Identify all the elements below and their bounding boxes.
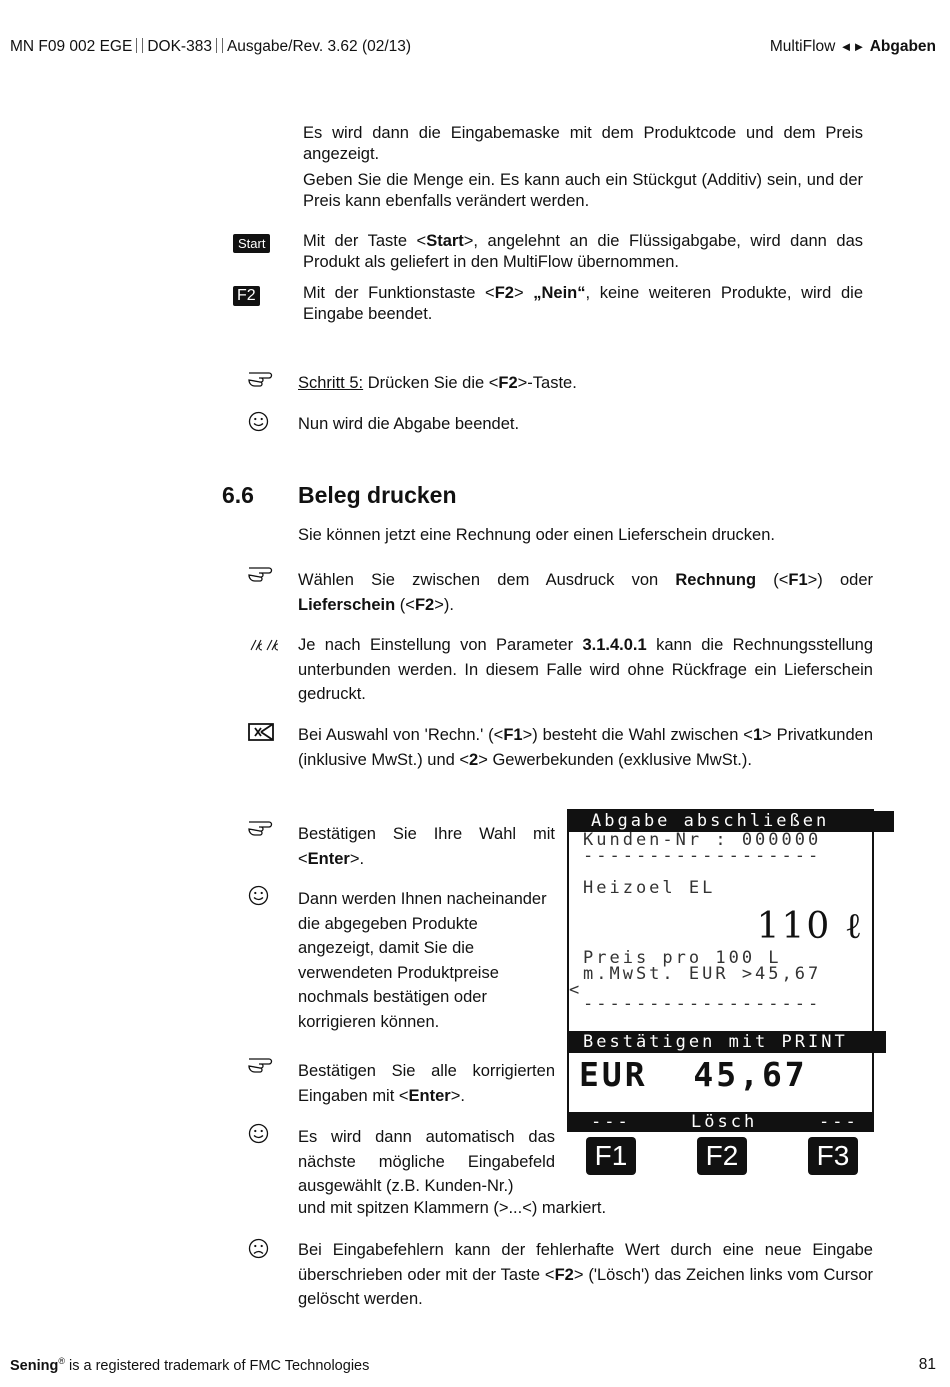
display-softkey-bar <box>569 1112 872 1132</box>
display-volume: 110 ℓ <box>756 906 864 947</box>
doc-revision: Ausgabe/Rev. 3.62 (02/13) <box>226 38 412 55</box>
text: Mit der Funktionstaste < <box>303 284 495 302</box>
f2-paragraph <box>303 283 863 325</box>
smiley-icon <box>248 1123 269 1144</box>
products-paragraph: Dann werden Ihnen nacheinander die abgegeben Produkte angezeigt, damit Sie die verwendeten Produktpreise nochmals bestätigen oder korrigieren können. <box>298 890 547 1031</box>
doc-ref: DOK-383 <box>147 38 212 55</box>
auto-select-paragraph-end: und mit spitzen Klammern (>...<) markiert. <box>298 1199 607 1217</box>
text: (< <box>756 571 789 589</box>
key-name: F2 <box>414 595 435 614</box>
pointing-hand-icon <box>247 560 277 584</box>
glasses-icon <box>248 636 282 654</box>
f2-key[interactable]: F2 <box>697 1137 747 1175</box>
key-name: F1 <box>788 571 808 589</box>
text: >) besteht die Wahl zwischen < <box>522 726 753 744</box>
display-confirm-bar: Bestätigen mit PRINT <box>569 1031 886 1053</box>
nav-arrows-icon: ◄► <box>839 39 866 54</box>
text: Drücken Sie die < <box>363 374 499 392</box>
softkey-f2-label: Lösch <box>691 1112 758 1132</box>
start-paragraph <box>303 231 863 273</box>
text: Wählen Sie zwischen dem Ausdruck von <box>298 571 676 589</box>
separator <box>216 38 223 53</box>
display-total: EUR 45,67 <box>579 1055 808 1094</box>
smiley-icon <box>248 885 269 906</box>
key-name: 1 <box>752 726 763 744</box>
text: > Privatkunden (inklusive MwSt.) und < <box>298 726 873 769</box>
display-divider: ------------------ <box>583 994 822 1014</box>
key-name: Enter <box>408 1086 451 1105</box>
option-lieferschein: Lieferschein <box>298 595 396 614</box>
footer-trademark <box>10 1356 369 1374</box>
step-label: Schritt 5: <box>298 374 364 392</box>
parameter-paragraph <box>298 633 873 707</box>
display-price-label: Preis pro 100 L <box>583 948 782 968</box>
text: Je nach Einstellung von Parameter <box>298 636 583 654</box>
text: > <box>513 284 534 302</box>
pointing-hand-icon <box>247 1051 277 1075</box>
section-prefix: MultiFlow <box>769 38 836 55</box>
text: >) oder <box>807 571 873 589</box>
display-product-name: Heizoel EL <box>583 878 716 898</box>
text: >. <box>450 1086 465 1105</box>
header-section-info <box>770 38 936 56</box>
confirm-all-paragraph <box>298 1059 555 1108</box>
delete-key-icon <box>247 722 275 742</box>
section-intro: Sie können jetzt eine Rechnung oder einen Lieferschein drucken. <box>298 526 775 544</box>
text: (< <box>395 595 415 614</box>
text: > ('Lösch') das Zeichen links vom Cursor gelöscht werden. <box>298 1265 873 1308</box>
pointing-hand-icon <box>247 365 277 389</box>
parameter-id: 3.1.4.0.1 <box>582 636 647 654</box>
softkey-f1-label: --- <box>591 1112 631 1132</box>
f1-key[interactable]: F1 <box>586 1137 636 1175</box>
text: Bestätigen Sie Ihre Wahl mit < <box>298 825 555 868</box>
error-paragraph <box>298 1238 873 1312</box>
text: Bei Eingabefehlern kann der fehlerhafte Wert durch eine neue Eingabe überschrieben oder mit der Taste < <box>298 1241 873 1284</box>
f2-key-icon: F2 <box>233 286 260 306</box>
f3-key[interactable]: F3 <box>808 1137 858 1175</box>
step5-result: Nun wird die Abgabe beendet. <box>298 415 520 433</box>
text: >. <box>349 849 365 868</box>
text: >). <box>434 595 454 614</box>
key-name: 2 <box>469 750 479 769</box>
display-customer-number: Kunden-Nr : 000000 <box>583 830 822 850</box>
smiley-icon <box>248 411 269 432</box>
key-name: Start <box>426 232 464 250</box>
page-number: 81 <box>918 1356 936 1373</box>
confirm-paragraph <box>298 822 555 871</box>
display-divider: ------------------ <box>583 846 822 866</box>
header-document-info <box>10 38 411 56</box>
separator <box>136 38 143 53</box>
doc-id: MN F09 002 EGE <box>10 38 133 55</box>
display-bracket: < <box>569 980 583 1000</box>
text: kann die Rechnungsstellung unterbunden werden. In diesem Falle wird ohne Rückfrage ein Lieferschein gedruckt. <box>298 636 873 703</box>
section-title: Beleg drucken <box>298 482 457 508</box>
display-price-value[interactable]: m.MwSt. EUR >45,67 <box>583 964 822 984</box>
step5-instruction <box>298 374 577 393</box>
text: > Gewerbekunden (exklusive MwSt.). <box>478 750 752 769</box>
softkey-f3-label: --- <box>819 1112 859 1132</box>
text: >-Taste. <box>517 374 577 392</box>
key-name: F2 <box>494 284 514 302</box>
text: >, angelehnt an die Flüssigabgabe, wird dann das Produkt als geliefert in den MultiFlow übernommen. <box>303 232 863 271</box>
section-name: Abgaben <box>869 38 936 55</box>
trademark-text: is a registered trademark of FMC Technologies <box>64 1357 370 1374</box>
key-name: F2 <box>554 1265 574 1284</box>
text: , keine weiteren Produkte, wird die Eingabe beendet. <box>303 284 863 323</box>
choose-paragraph <box>298 568 873 617</box>
frown-icon <box>248 1238 269 1259</box>
key-name: Enter <box>307 849 350 868</box>
text: Bei Auswahl von 'Rechn.' (< <box>298 726 504 744</box>
rechnung-paragraph <box>298 723 873 772</box>
start-key-icon: Start <box>233 234 270 253</box>
auto-select-paragraph: Es wird dann automatisch das nächste mögliche Eingabefeld ausgewählt (z.B. Kunden-Nr.) <box>298 1128 555 1195</box>
option-rechnung: Rechnung <box>675 571 757 589</box>
section-number: 6.6 <box>222 482 254 508</box>
registered-mark: ® <box>58 1356 65 1366</box>
text: Bestätigen Sie alle korrigierten Eingaben mit < <box>298 1062 555 1105</box>
key-name: F1 <box>503 726 523 744</box>
text: Mit der Taste < <box>303 232 427 250</box>
display-title-bar: Abgabe abschließen <box>569 811 894 832</box>
key-name: „Nein“ <box>533 284 586 302</box>
pointing-hand-icon <box>247 814 277 838</box>
intro-paragraph-2: Geben Sie die Menge ein. Es kann auch ein Stückgut (Additiv) sein, und der Preis kann ebenfalls verändert werden. <box>303 171 863 210</box>
key-name: F2 <box>498 374 518 392</box>
intro-paragraph-1: Es wird dann die Eingabemaske mit dem Produktcode und dem Preis angezeigt. <box>303 124 863 163</box>
brand-name: Sening <box>10 1357 59 1374</box>
terminal-display <box>567 809 874 1132</box>
